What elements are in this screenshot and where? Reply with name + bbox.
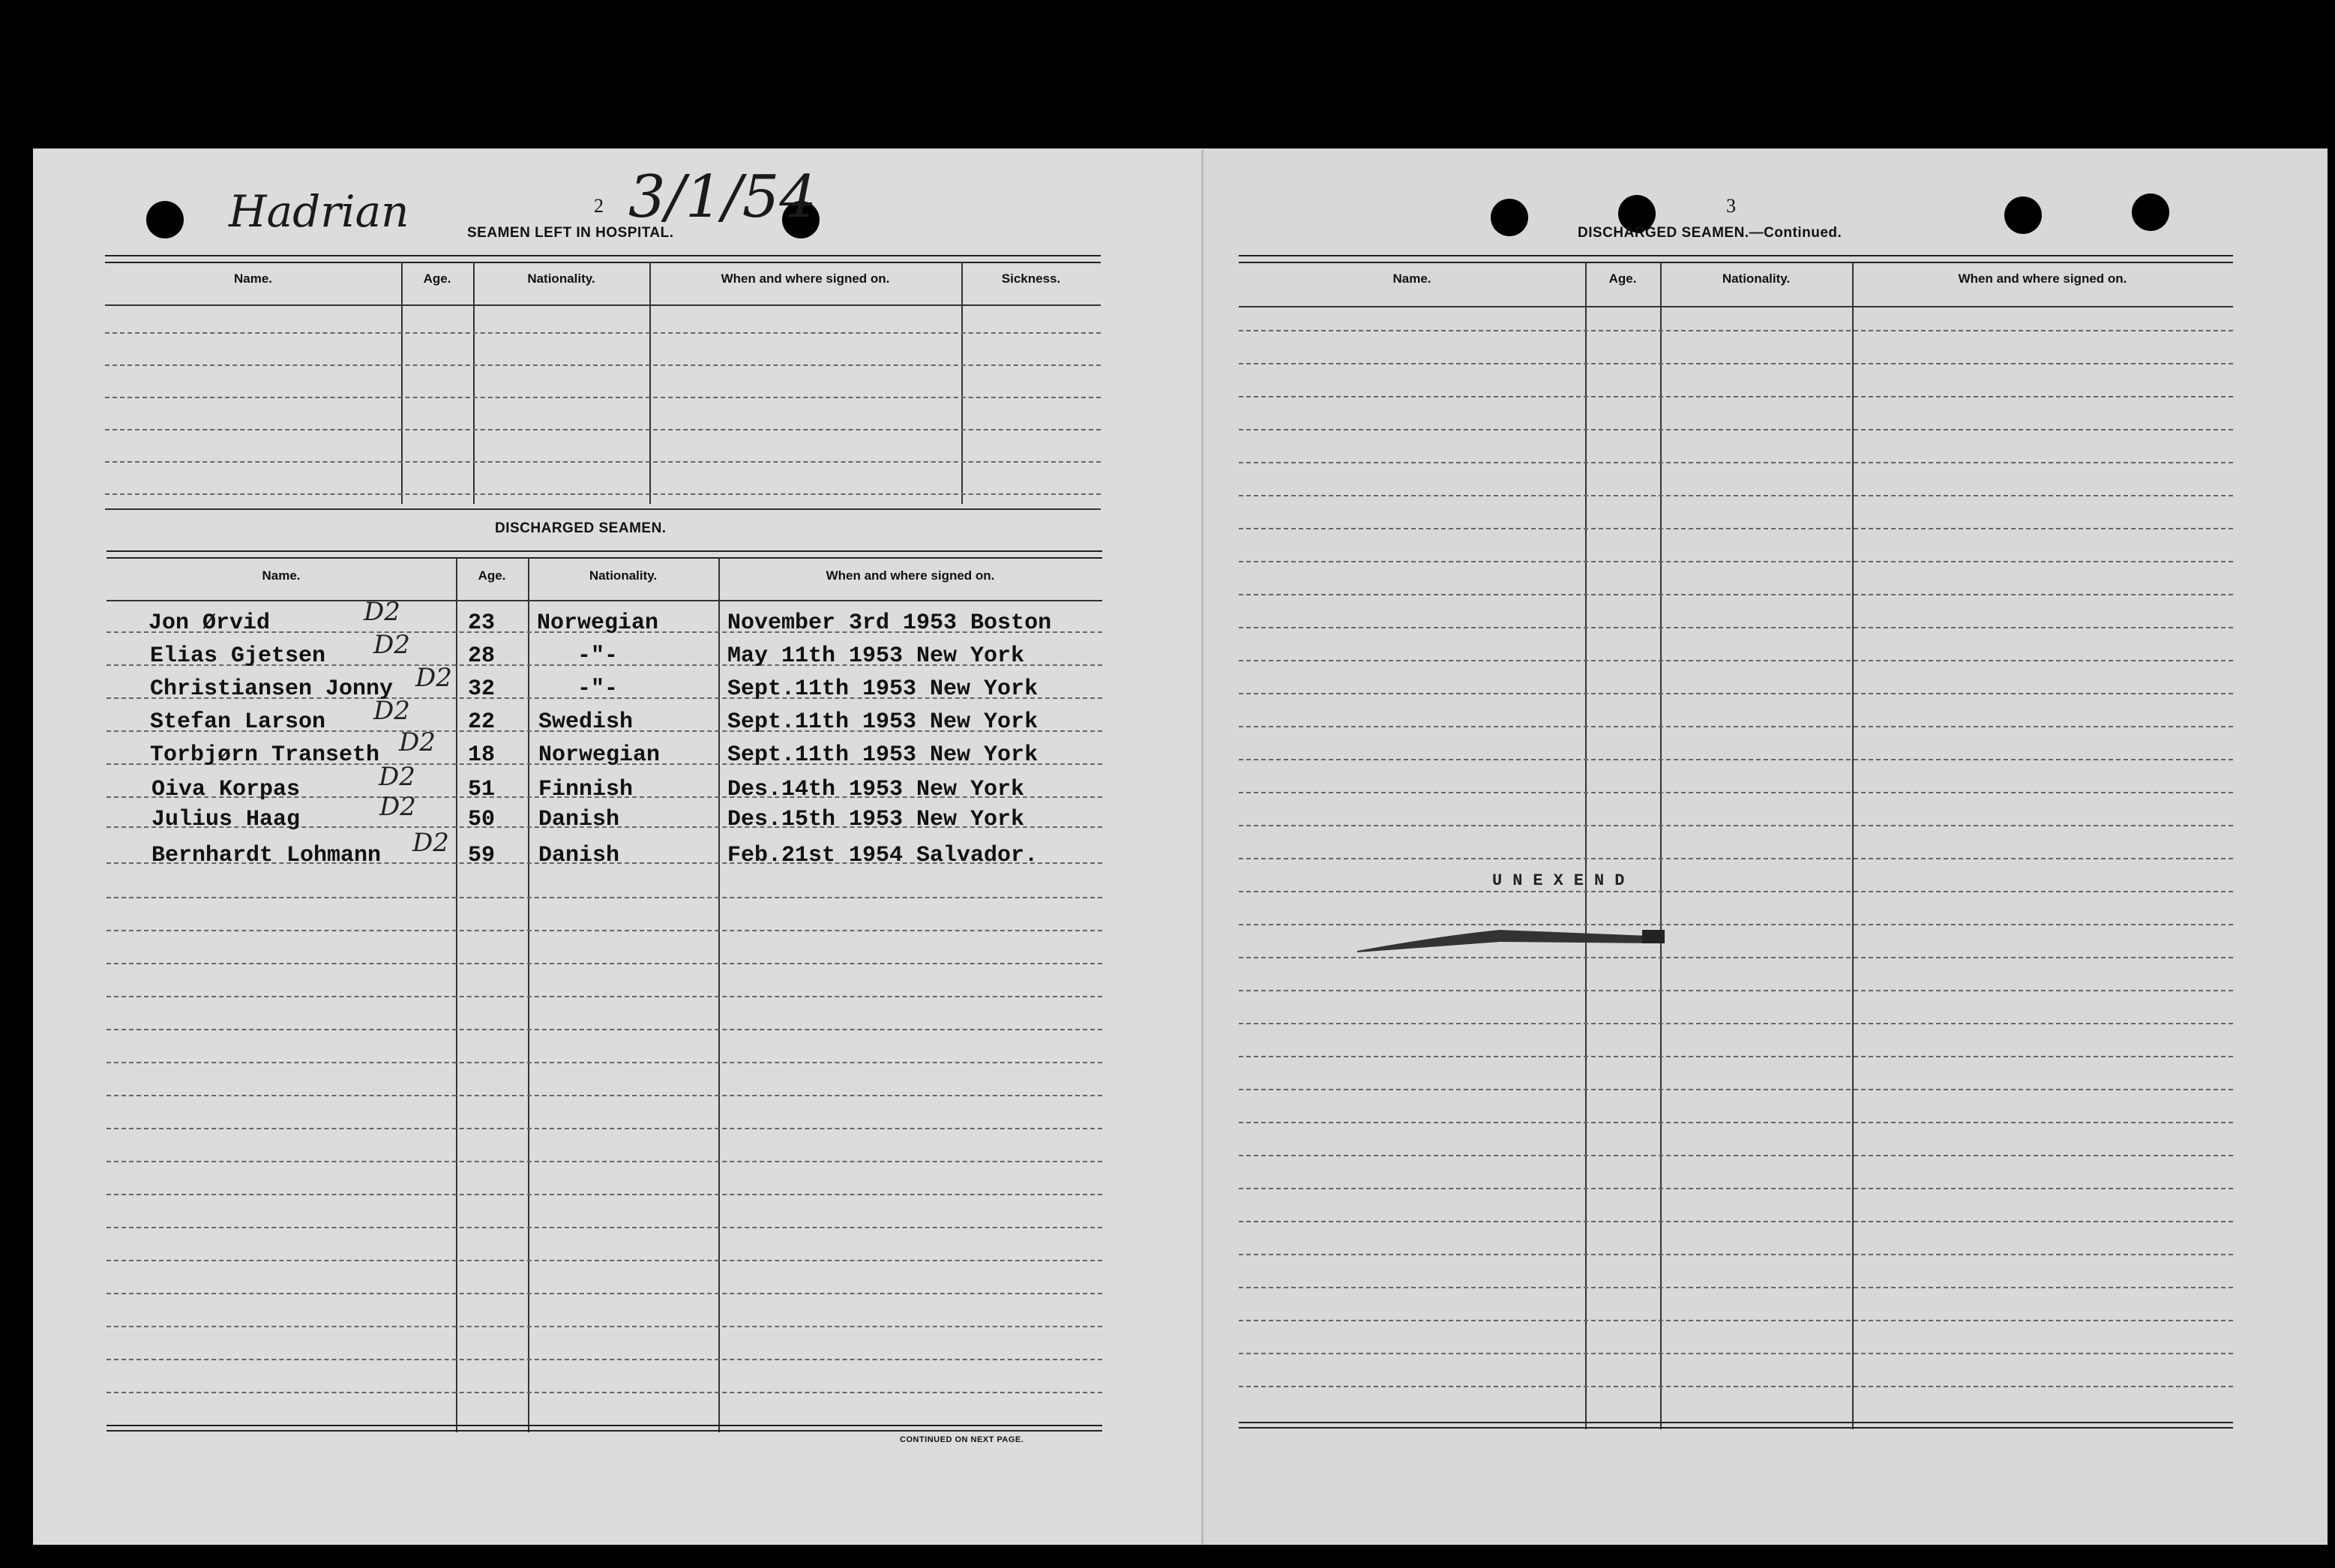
seaman-age: 59 [468, 843, 496, 868]
seaman-name: Bernhardt Lohmann [151, 843, 382, 868]
stamp-smudge [1350, 913, 1680, 958]
handwritten-ship-name: Hadrian [229, 186, 409, 237]
discharged-continued-table [1239, 255, 2233, 1431]
seaman-age: 23 [468, 610, 496, 636]
col-header-signed-on: When and where signed on. [721, 271, 890, 286]
punch-hole [1491, 199, 1528, 236]
col-header-name: Name. [233, 271, 273, 286]
punch-hole [2004, 196, 2042, 234]
seaman-nationality: Danish [538, 807, 620, 832]
seaman-age: 22 [468, 709, 496, 735]
col-header-signed-on: When and where signed on. [826, 568, 995, 583]
signed-on: Des.15th 1953 New York [727, 807, 1025, 832]
discharge-mark: D2 [379, 762, 415, 792]
seaman-nationality: Norwegian [538, 742, 661, 768]
col-header-signed-on: When and where signed on. [1958, 271, 2127, 286]
punch-hole [2132, 193, 2169, 231]
seaman-name: Elias Gjetsen [150, 643, 326, 669]
col-header-age: Age. [478, 568, 506, 583]
discharge-mark: D2 [412, 828, 449, 858]
discharge-mark: D2 [399, 727, 436, 757]
endorsement-stamp: UNEXEND [1492, 871, 1635, 890]
seaman-name: Stefan Larson [150, 709, 326, 735]
seaman-age: 51 [468, 777, 496, 802]
section-title-hospital: SEAMEN LEFT IN HOSPITAL. [467, 225, 674, 241]
seaman-nationality: Finnish [538, 777, 634, 802]
hospital-table [105, 255, 1101, 504]
section-title-discharged-continued: DISCHARGED SEAMEN.—Continued. [1578, 225, 1842, 241]
page-fold [1201, 150, 1203, 1545]
seaman-nationality: -"- [577, 643, 619, 669]
col-header-nationality: Nationality. [527, 271, 595, 286]
col-header-name: Name. [262, 568, 301, 583]
seaman-nationality: -"- [577, 676, 619, 702]
discharge-mark: D2 [373, 630, 410, 660]
seaman-age: 28 [468, 643, 496, 669]
col-header-age: Age. [423, 271, 451, 286]
signed-on: Sept.11th 1953 New York [727, 676, 1039, 702]
signed-on: Sept.11th 1953 New York [727, 709, 1039, 735]
seaman-age: 32 [468, 676, 496, 702]
seaman-name: Oiva Korpas [151, 777, 301, 802]
col-header-nationality: Nationality. [1722, 271, 1791, 286]
col-header-age: Age. [1608, 271, 1637, 286]
col-header-sickness: Sickness. [1001, 271, 1061, 286]
discharge-mark: D2 [379, 792, 416, 822]
seaman-nationality: Swedish [538, 709, 634, 735]
col-header-name: Name. [1392, 271, 1431, 286]
section-title-discharged: DISCHARGED SEAMEN. [495, 520, 667, 536]
signed-on: Feb.21st 1954 Salvador. [727, 843, 1039, 868]
punch-hole [146, 201, 184, 238]
seaman-age: 50 [468, 807, 496, 832]
seaman-name: Julius Haag [151, 807, 301, 832]
discharge-mark: D2 [373, 696, 410, 726]
seaman-nationality: Norwegian [537, 610, 659, 636]
page-number: 2 [594, 195, 604, 217]
discharge-mark: D2 [415, 663, 452, 693]
col-header-nationality: Nationality. [589, 568, 658, 583]
section-divider [105, 508, 1101, 510]
discharge-mark: D2 [364, 597, 400, 627]
seaman-name: Christiansen Jonny [150, 676, 394, 702]
signed-on: May 11th 1953 New York [727, 643, 1025, 669]
continued-note: CONTINUED ON NEXT PAGE. [900, 1435, 1024, 1444]
signed-on: Des.14th 1953 New York [727, 777, 1025, 802]
handwritten-date: 3/1/54 [628, 163, 817, 231]
seaman-name: Jon Ørvid [148, 610, 271, 636]
seaman-nationality: Danish [538, 843, 620, 868]
page-number: 3 [1726, 195, 1736, 217]
seaman-name: Torbjørn Transeth [150, 742, 380, 768]
signed-on: Sept.11th 1953 New York [727, 742, 1039, 768]
seaman-age: 18 [468, 742, 496, 768]
signed-on: November 3rd 1953 Boston [727, 610, 1052, 636]
